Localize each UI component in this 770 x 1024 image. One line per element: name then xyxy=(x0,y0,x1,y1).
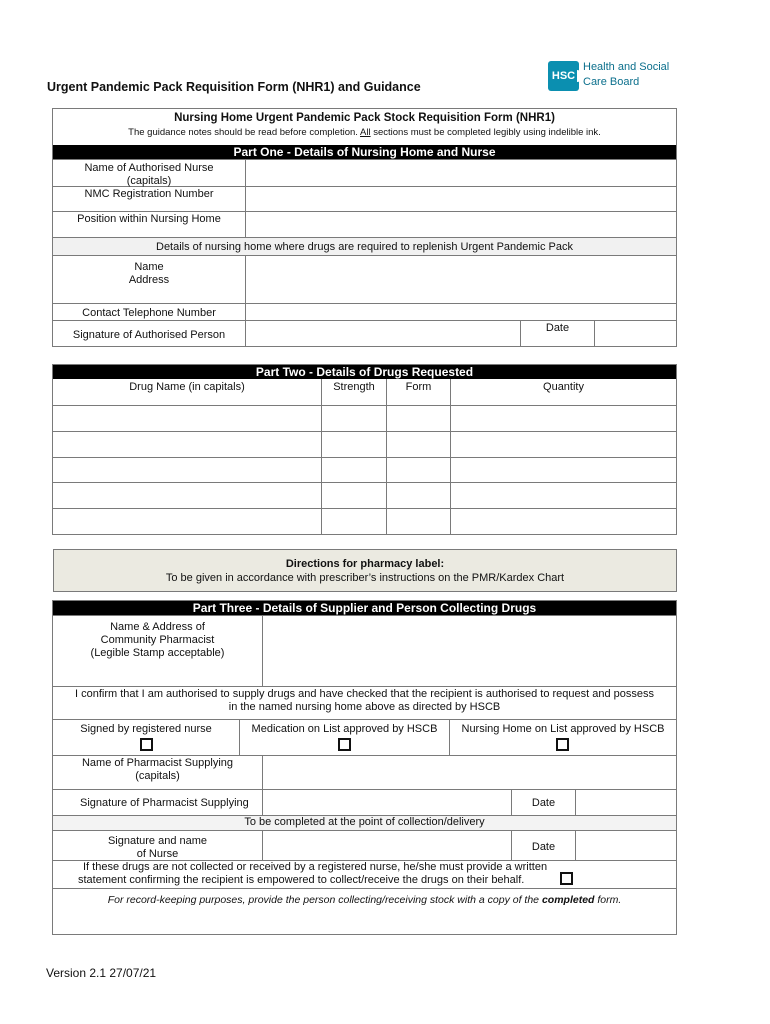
label-signed-nurse: Signed by registered nurse xyxy=(80,723,212,735)
label-name: Name xyxy=(134,261,164,273)
medication-list-checkbox[interactable] xyxy=(338,738,351,751)
not-collected-line1: If these drugs are not collected or received by a registered nurse, he/she must provide a written xyxy=(83,861,548,873)
label-position: Position within Nursing Home xyxy=(77,213,221,225)
label-address: Address xyxy=(128,274,170,286)
label-nurse-signature: Signature and name xyxy=(107,835,208,847)
drug-row[interactable] xyxy=(53,458,676,482)
label-pharmacist-signature: Signature of Pharmacist Supplying xyxy=(80,797,249,809)
directions-text: To be given in accordance with prescriber’s instructions on the PMR/Kardex Chart xyxy=(165,572,565,584)
label-legible-stamp: (Legible Stamp acceptable) xyxy=(90,647,225,659)
label-pharmacist-name: Name of Pharmacist Supplying xyxy=(81,757,233,769)
name-address-field[interactable] xyxy=(246,256,676,303)
page-title: Urgent Pandemic Pack Requisition Form (NHR1) and Guidance xyxy=(47,80,421,94)
confirm-statement-line2: in the named nursing home above as directed by HSCB xyxy=(228,701,501,713)
column-form: Form xyxy=(405,381,432,393)
column-quantity: Quantity xyxy=(543,381,584,393)
record-keeping-note: For record-keeping purposes, provide the person collecting/receiving stock with a copy of the completed form. xyxy=(107,894,622,906)
part-two-header: Part Two - Details of Drugs Requested xyxy=(53,365,676,379)
nurse-signature-field[interactable] xyxy=(263,831,511,860)
column-strength: Strength xyxy=(333,381,375,393)
logo-line2: Care Board xyxy=(583,76,640,88)
signature-authorised-field[interactable] xyxy=(246,321,520,346)
hsc-logo xyxy=(548,60,668,94)
part-one-header: Part One - Details of Nursing Home and Nurse xyxy=(53,145,676,159)
part-three-header: Part Three - Details of Supplier and Person Collecting Drugs xyxy=(53,601,676,615)
label-nmc-number: NMC Registration Number xyxy=(84,188,214,200)
label-community-pharmacist: Community Pharmacist xyxy=(100,634,215,646)
label-collection-date: Date xyxy=(531,841,556,853)
logo-line1: Health and Social xyxy=(583,61,670,73)
label-nursing-home-list: Nursing Home on List approved by HSCB xyxy=(461,723,665,735)
label-supply-date: Date xyxy=(531,797,556,809)
confirm-statement-line1: I confirm that I am authorised to supply drugs and have checked that the recipient is authorised to request and possess xyxy=(74,688,655,700)
label-authorised-nurse: Name of Authorised Nurse xyxy=(84,162,214,174)
label-contact-telephone: Contact Telephone Number xyxy=(82,307,216,319)
label-signature-authorised: Signature of Authorised Person xyxy=(72,329,226,341)
nursing-home-list-checkbox[interactable] xyxy=(556,738,569,751)
contact-telephone-field[interactable] xyxy=(246,304,676,320)
label-pharmacist-address: Name & Address of xyxy=(110,621,205,633)
drug-row[interactable] xyxy=(53,509,676,534)
not-collected-line2: statement confirming the recipient is empowered to collect/receive the drugs on their behalf. xyxy=(78,874,525,886)
label-medication-list: Medication on List approved by HSCB xyxy=(251,723,438,735)
position-field[interactable] xyxy=(246,212,676,237)
drug-row[interactable] xyxy=(53,406,676,431)
drug-row[interactable] xyxy=(53,432,676,457)
guidance-note: The guidance notes should be read before completion. All sections must be completed legibly using indelible ink. xyxy=(128,127,601,138)
date-field[interactable] xyxy=(595,321,676,346)
collection-note: To be completed at the point of collection/delivery xyxy=(244,816,485,828)
drug-row[interactable] xyxy=(53,483,676,508)
version-footer: Version 2.1 27/07/21 xyxy=(46,966,157,980)
column-drug-name: Drug Name (in capitals) xyxy=(129,381,245,393)
directions-title: Directions for pharmacy label: xyxy=(285,558,445,570)
label-nurse-name: of Nurse xyxy=(136,848,179,860)
supply-date-field[interactable] xyxy=(576,790,676,815)
label-authorised-nurse-capitals: (capitals) xyxy=(126,175,172,187)
label-date: Date xyxy=(545,322,570,334)
pharmacist-address-field[interactable] xyxy=(263,616,676,686)
pharmacist-name-field[interactable] xyxy=(263,756,676,789)
directions-box xyxy=(53,549,677,592)
authorised-nurse-field[interactable] xyxy=(246,160,676,186)
form-title: Nursing Home Urgent Pandemic Pack Stock Requisition Form (NHR1) xyxy=(174,112,555,124)
collection-date-field[interactable] xyxy=(576,831,676,860)
details-heading: Details of nursing home where drugs are required to replenish Urgent Pandemic Pack xyxy=(156,241,573,253)
hsc-logo-mark: HSC xyxy=(548,61,579,91)
empowered-statement-checkbox[interactable] xyxy=(560,872,573,885)
signed-nurse-checkbox[interactable] xyxy=(140,738,153,751)
label-pharmacist-name-capitals: (capitals) xyxy=(135,770,180,782)
nmc-number-field[interactable] xyxy=(246,187,676,211)
pharmacist-signature-field[interactable] xyxy=(263,790,511,815)
